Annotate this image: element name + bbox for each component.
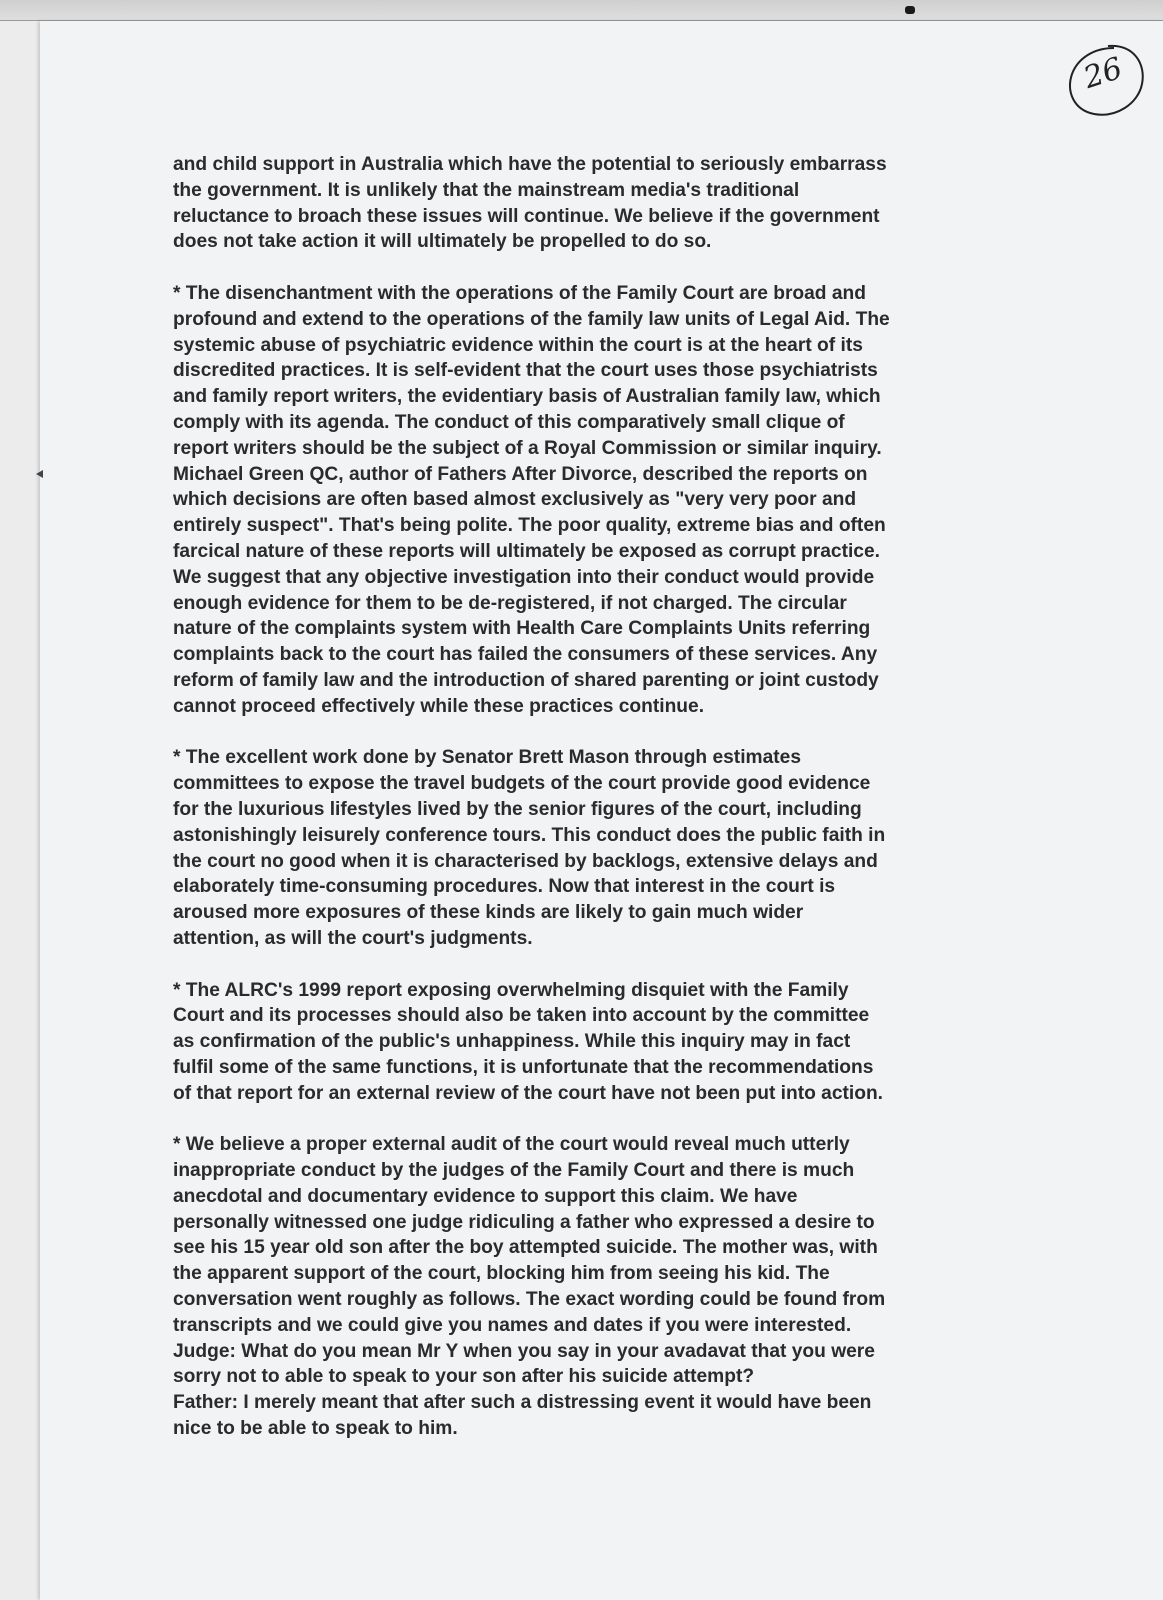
text-line: inappropriate conduct by the judges of the Family Court and there is much xyxy=(173,1160,855,1182)
text-line: and child support in Australia which have the potential to seriously embarrass xyxy=(173,154,887,175)
text-line: of that report for an external review of the court have not been put into action. xyxy=(173,1082,884,1104)
text-line: Father: I merely meant that after such a distressing event it would have been xyxy=(173,1392,872,1414)
text-line: comply with its agenda. The conduct of this comparatively small clique of xyxy=(173,411,845,433)
text-line: We suggest that any objective investigation into their conduct would provide xyxy=(173,566,875,588)
text-line: profound and extend to the operations of the family law units of Legal Aid. The xyxy=(173,308,890,330)
text-line: nice to be able to speak to him. xyxy=(173,1418,458,1440)
text-line: the court no good when it is characterised by backlogs, extensive delays and xyxy=(173,850,878,872)
text-line: astonishingly leisurely conference tours. This conduct does the public faith in xyxy=(173,824,886,846)
text-line: fulfil some of the same functions, it is unfortunate that the recommendations xyxy=(173,1056,874,1078)
text-line: as confirmation of the public's unhappiness. While this inquiry may in fact xyxy=(173,1031,851,1053)
text-line: the apparent support of the court, blocking him from seeing his kid. The xyxy=(173,1263,830,1285)
handwritten-page-number xyxy=(1064,42,1146,120)
text-line: farcical nature of these reports will ultimately be exposed as corrupt practice. xyxy=(173,540,880,562)
text-line: * The excellent work done by Senator Brett Mason through estimates xyxy=(173,747,801,769)
text-line: does not take action it will ultimately be propelled to do so. xyxy=(173,231,712,253)
text-line: elaborately time-consuming procedures. Now that interest in the court is xyxy=(173,876,836,898)
text-line: Judge: What do you mean Mr Y when you say in your avadavat that you were xyxy=(173,1340,875,1362)
page-number-text: 26 xyxy=(1079,50,1127,97)
text-line: * The ALRC's 1999 report exposing overwhelming disquiet with the Family xyxy=(173,979,849,1001)
text-line: Court and its processes should also be taken into account by the committee xyxy=(173,1005,870,1027)
text-line: nature of the complaints system with Health Care Complaints Units referring xyxy=(173,618,871,640)
text-line: see his 15 year old son after the boy attempted suicide. The mother was, with xyxy=(173,1237,878,1259)
text-line: for the luxurious lifestyles lived by the senior figures of the court, including xyxy=(173,798,862,820)
text-line: * We believe a proper external audit of the court would reveal much utterly xyxy=(173,1134,850,1156)
text-line: cannot proceed effectively while these practices continue. xyxy=(173,695,705,717)
paragraph xyxy=(173,152,1013,255)
text-line: report writers should be the subject of a Royal Commission or similar inquiry. xyxy=(173,437,882,459)
margin-mark xyxy=(36,470,43,478)
text-line: anecdotal and documentary evidence to support this claim. We have xyxy=(173,1185,798,1207)
text-line: aroused more exposures of these kinds are likely to gain much wider xyxy=(173,902,804,924)
text-line: attention, as will the court's judgments. xyxy=(173,927,533,949)
text-line: committees to expose the travel budgets of the court provide good evidence xyxy=(173,773,871,795)
text-line: complaints back to the court has failed the consumers of these services. Any xyxy=(173,644,878,666)
paragraph xyxy=(173,281,1013,720)
text-line: and family report writers, the evidentiary basis of Australian family law, which xyxy=(173,386,881,408)
text-line: sorry not to able to speak to your son after his suicide attempt? xyxy=(173,1366,755,1388)
paragraph xyxy=(173,1132,1013,1442)
text-line: reform of family law and the introduction of shared parenting or joint custody xyxy=(173,669,879,691)
scan-mark xyxy=(905,6,915,14)
text-line: discredited practices. It is self-evident that the court uses those psychiatrists xyxy=(173,360,878,382)
text-line: systemic abuse of psychiatric evidence within the court is at the heart of its xyxy=(173,334,863,356)
letter-body xyxy=(173,152,1013,1442)
text-line: reluctance to broach these issues will continue. We believe if the government xyxy=(173,205,880,227)
text-line: Michael Green QC, author of Fathers After Divorce, described the reports on xyxy=(173,463,868,485)
text-line: conversation went roughly as follows. The exact wording could be found from xyxy=(173,1289,886,1311)
text-line: personally witnessed one judge ridiculing a father who expressed a desire to xyxy=(173,1211,875,1233)
scan-top-edge xyxy=(0,0,1163,21)
paragraph xyxy=(173,978,1013,1107)
text-line: entirely suspect". That's being polite. The poor quality, extreme bias and often xyxy=(173,515,886,537)
paragraph xyxy=(173,745,1013,951)
text-line: * The disenchantment with the operations of the Family Court are broad and xyxy=(173,282,866,304)
text-line: transcripts and we could give you names and dates if you were interested. xyxy=(173,1314,852,1336)
text-line: the government. It is unlikely that the mainstream media's traditional xyxy=(173,179,800,201)
text-line: which decisions are often based almost exclusively as "very very poor and xyxy=(173,489,857,511)
text-line: enough evidence for them to be de-registered, if not charged. The circular xyxy=(173,592,847,614)
